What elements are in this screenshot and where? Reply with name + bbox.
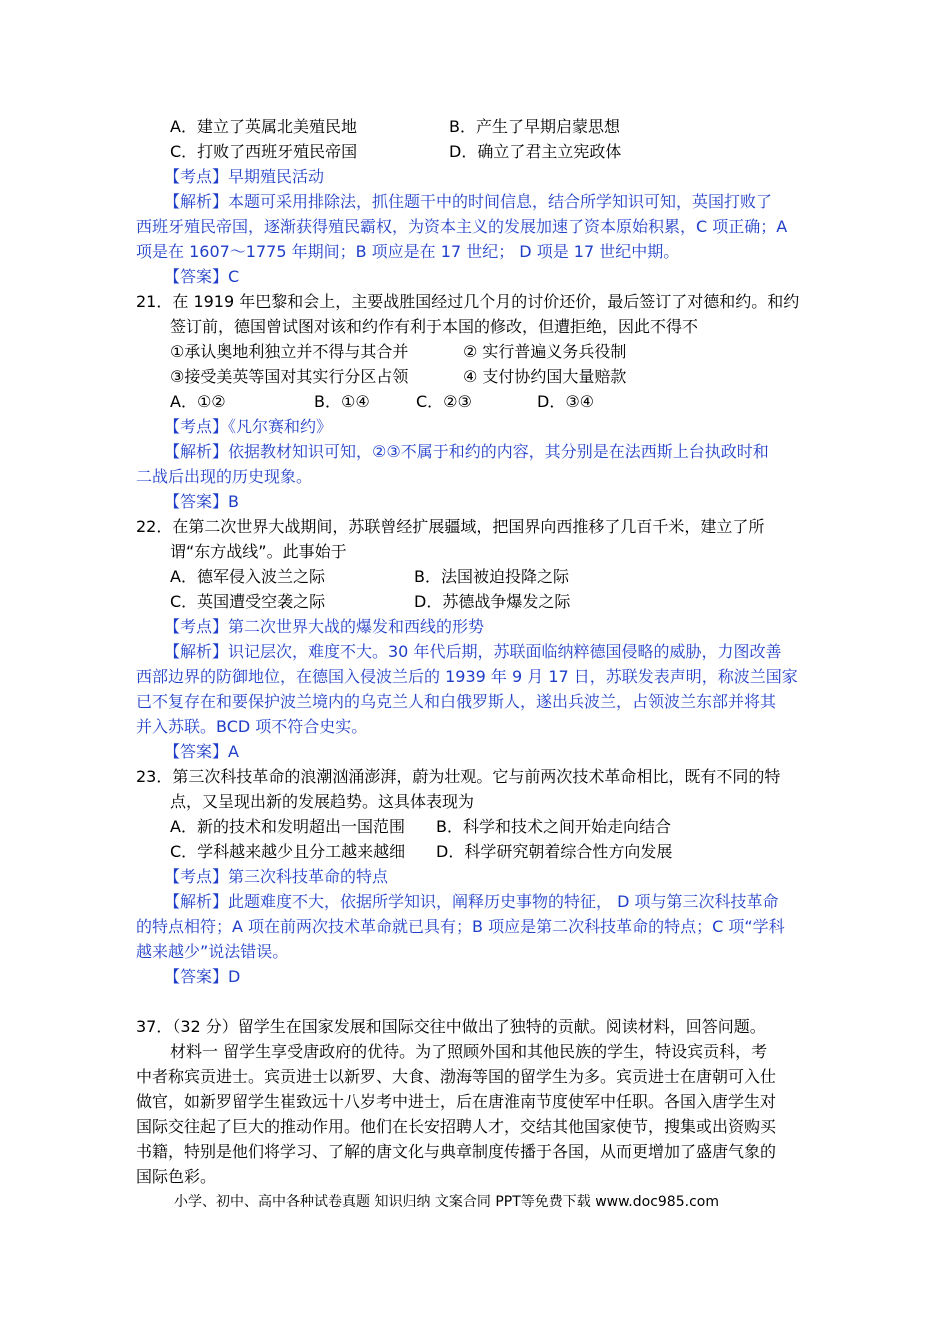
q20-kaodian: 【考点】早期殖民活动 xyxy=(164,167,325,186)
q20-daan: 【答案】C xyxy=(164,267,240,286)
q37-material-line: 国际交往起了巨大的推动作用。他们在长安招聘人才，交结其他国家使节，搜集或出资购买 xyxy=(136,1117,777,1136)
q21-jiexi-line: 二战后出现的历史现象。 xyxy=(136,467,313,486)
q20-option-a: A．建立了英属北美殖民地 xyxy=(170,117,357,136)
q21-item-2: ② 实行普遍义务兵役制 xyxy=(463,342,627,361)
q23-stem-line: 点，又呈现出新的发展趋势。这具体表现为 xyxy=(170,792,475,811)
q37-material-line: 国际色彩。 xyxy=(136,1167,217,1186)
q22-jiexi-line: 西部边界的防御地位，在德国入侵波兰后的 1939 年 9 月 17 日，苏联发表声明，称波兰国家 xyxy=(136,667,798,686)
q22-jiexi-line: 已不复存在和要保护波兰境内的乌克兰人和白俄罗斯人，遂出兵波兰，占领波兰东部并将其 xyxy=(136,692,777,711)
q23-option-c: C．学科越来越少且分工越来越细 xyxy=(170,842,406,861)
q21-option-a: A．①② xyxy=(170,392,226,411)
q22-stem-line: 22．在第二次世界大战期间，苏联曾经扩展疆域，把国界向西推移了几百千米，建立了所 xyxy=(136,517,765,536)
q23-jiexi-line: 【解析】此题难度不大，依据所学知识，阐释历史事物的特征， D 项与第三次科技革命 xyxy=(164,892,779,911)
q21-daan: 【答案】B xyxy=(164,492,239,511)
q21-option-b: B．①④ xyxy=(314,392,370,411)
q22-stem-line: 谓“东方战线”。此事始于 xyxy=(170,542,347,561)
q22-jiexi-line: 【解析】识记层次，难度不大。30 年代后期，苏联面临纳粹德国侵略的威胁，力图改善 xyxy=(164,642,782,661)
q21-item-4: ④ 支付协约国大量赔款 xyxy=(463,367,627,386)
q23-jiexi-line: 的特点相符；A 项在前两次技术革命就已具有；B 项应是第二次科技革命的特点；C 项“学科 xyxy=(136,917,785,936)
q21-stem-line: 签订前，德国曾试图对该和约作有利于本国的修改，但遭拒绝，因此不得不 xyxy=(170,317,699,336)
q37-material-line: 材料一 留学生享受唐政府的优待。为了照顾外国和其他民族的学生，特设宾贡科，考 xyxy=(170,1042,768,1061)
q21-stem-line: 21．在 1919 年巴黎和会上，主要战胜国经过几个月的讨价还价，最后签订了对德和约。和约 xyxy=(136,292,800,311)
q23-stem-line: 23．第三次科技革命的浪潮汹涌澎湃，蔚为壮观。它与前两次技术革命相比，既有不同的特 xyxy=(136,767,781,786)
q23-option-d: D．科学研究朝着综合性方向发展 xyxy=(436,842,673,861)
q22-daan: 【答案】A xyxy=(164,742,239,761)
q22-option-c: C．英国遭受空袭之际 xyxy=(170,592,326,611)
q20-jiexi-line: 项是在 1607～1775 年期间；B 项应是在 17 世纪； D 项是 17 世纪中期。 xyxy=(136,242,680,261)
q37-material-line: 做官，如新罗留学生崔致远十八岁考中进士，后在唐淮南节度使军中任职。各国入唐学生对 xyxy=(136,1092,777,1111)
q23-kaodian: 【考点】第三次科技革命的特点 xyxy=(164,867,389,886)
q20-option-b: B．产生了早期启蒙思想 xyxy=(449,117,620,136)
q23-jiexi-line: 越来越少”说法错误。 xyxy=(136,942,289,961)
q21-kaodian: 【考点】《凡尔赛和约》 xyxy=(164,417,333,436)
q21-item-3: ③接受美英等国对其实行分区占领 xyxy=(170,367,409,386)
q37-material-line: 书籍，特别是他们将学习、了解的唐文化与典章制度传播于各国，从而更增加了盛唐气象的 xyxy=(136,1142,777,1161)
q23-daan: 【答案】D xyxy=(164,967,241,986)
q22-kaodian: 【考点】第二次世界大战的爆发和西线的形势 xyxy=(164,617,485,636)
q20-option-d: D．确立了君主立宪政体 xyxy=(449,142,622,161)
q20-jiexi-line: 西班牙殖民帝国，逐渐获得殖民霸权，为资本主义的发展加速了资本原始积累，C 项正确；A xyxy=(136,217,788,236)
q22-option-a: A．德军侵入波兰之际 xyxy=(170,567,325,586)
q20-jiexi-line: 【解析】本题可采用排除法，抓住题干中的时间信息，结合所学知识可知，英国打败了 xyxy=(164,192,773,211)
q22-jiexi-line: 并入苏联。BCD 项不符合史实。 xyxy=(136,717,368,736)
q22-option-d: D．苏德战争爆发之际 xyxy=(414,592,571,611)
q23-option-a: A．新的技术和发明超出一国范围 xyxy=(170,817,405,836)
q21-option-c: C．②③ xyxy=(416,392,472,411)
q23-option-b: B．科学和技术之间开始走向结合 xyxy=(436,817,671,836)
q37-stem: 37．（32 分）留学生在国家发展和国际交往中做出了独特的贡献。阅读材料，回答问题。 xyxy=(136,1017,766,1036)
q21-item-1: ①承认奥地利独立并不得与其合并 xyxy=(170,342,409,361)
page-footer: 小学、初中、高中各种试卷真题 知识归纳 文案合同 PPT等免费下载 www.doc985.com xyxy=(174,1194,719,1210)
q37-material-line: 中者称宾贡进士。宾贡进士以新罗、大食、渤海等国的留学生为多。宾贡进士在唐朝可入仕 xyxy=(136,1067,777,1086)
q20-option-c: C．打败了西班牙殖民帝国 xyxy=(170,142,358,161)
q22-option-b: B．法国被迫投降之际 xyxy=(414,567,569,586)
q21-jiexi-line: 【解析】依据教材知识可知，②③不属于和约的内容，其分别是在法西斯上台执政时和 xyxy=(164,442,769,461)
q21-option-d: D．③④ xyxy=(537,392,595,411)
